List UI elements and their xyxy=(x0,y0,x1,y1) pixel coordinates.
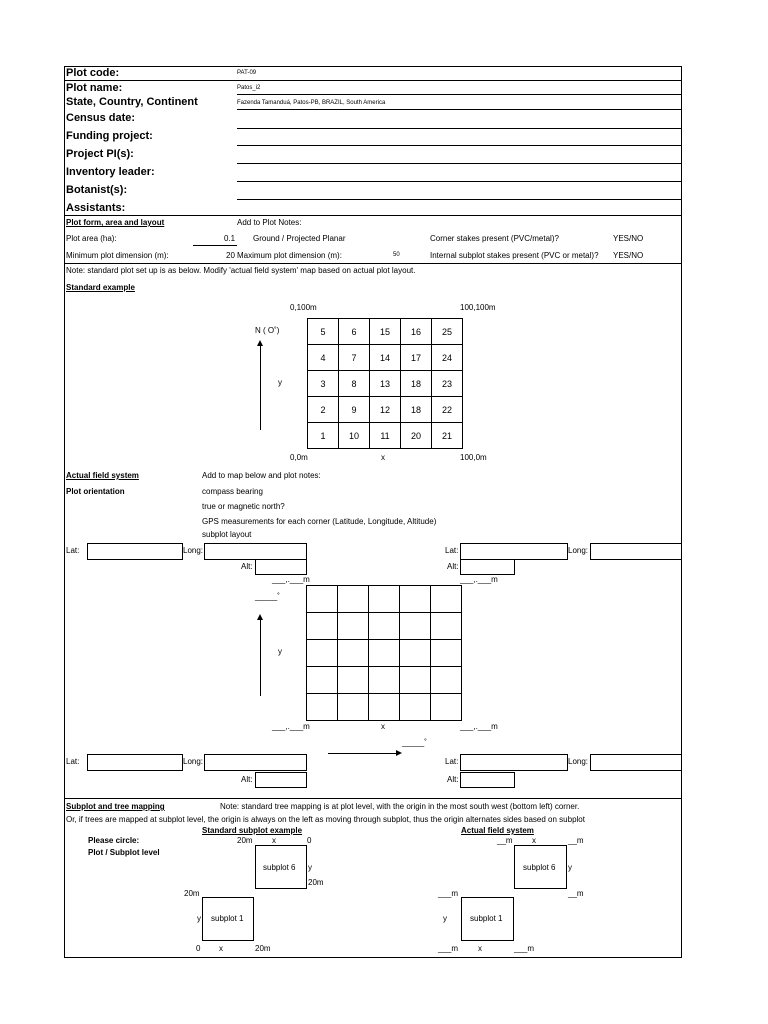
corner-label-bottom-left: 0,0m xyxy=(290,453,308,462)
subplot-note-2: Or, if trees are mapped at subplot level, the origin is always on the left as moving through subplot, thus the origin alternates sides based on subplot xyxy=(66,815,585,824)
act-bot-x: x xyxy=(478,944,482,953)
north-label: N ( O˚) xyxy=(255,326,280,335)
min-dim-label: Minimum plot dimension (m): xyxy=(66,251,169,260)
long-label-top-right: Long: xyxy=(568,546,589,555)
actual-subplot-cell[interactable] xyxy=(369,613,400,640)
std-top-x: x xyxy=(272,836,276,845)
actual-subplot-cell[interactable] xyxy=(400,640,431,667)
corner-stakes-yesno[interactable]: YES/NO xyxy=(613,234,644,243)
subplot-cell: 11 xyxy=(370,423,401,449)
pi-label: Project PI(s): xyxy=(66,148,134,160)
actual-subplot-cell[interactable] xyxy=(431,667,462,694)
degree-top[interactable]: _____˚ xyxy=(255,592,280,601)
internal-stakes-label: Internal subplot stakes present (PVC or metal)? xyxy=(430,251,599,260)
min-dim-value[interactable]: 20 xyxy=(226,251,235,260)
actual-field-title: Actual field system xyxy=(66,471,139,480)
actual-subplot-cell[interactable] xyxy=(338,613,369,640)
pi-field[interactable] xyxy=(237,163,682,164)
subplot-cell: 3 xyxy=(308,371,339,397)
std-subplot-1-label: subplot 1 xyxy=(211,914,244,923)
std-left-20m: 20m xyxy=(184,889,200,898)
funding-field[interactable] xyxy=(237,145,682,146)
alt-label-top-right: Alt: xyxy=(447,562,459,571)
act-subplot-6-y: y xyxy=(568,863,572,872)
assistants-label: Assistants: xyxy=(66,202,126,214)
subplot-cell: 16 xyxy=(401,319,432,345)
coord-top-left[interactable]: ___,.___m xyxy=(272,575,310,584)
subplot-cell: 5 xyxy=(308,319,339,345)
subplot-cell: 8 xyxy=(339,371,370,397)
alt-label-bottom-right: Alt: xyxy=(447,775,459,784)
corner-stakes-label: Corner stakes present (PVC/metal)? xyxy=(430,234,559,243)
actual-x-label: x xyxy=(381,722,385,731)
subplot-cell: 18 xyxy=(401,397,432,423)
subplot-cell: 18 xyxy=(401,371,432,397)
actual-subplot-cell[interactable] xyxy=(431,640,462,667)
long-field-top-right[interactable] xyxy=(590,543,682,560)
lat-field-top-left[interactable] xyxy=(87,543,183,560)
divider xyxy=(237,94,682,95)
long-field-bottom-right[interactable] xyxy=(590,754,682,771)
actual-subplot-cell[interactable] xyxy=(400,586,431,613)
std-top-20m: 20m xyxy=(237,836,253,845)
y-axis-arrow xyxy=(260,346,261,430)
inventory-field[interactable] xyxy=(237,181,682,182)
plot-area-value[interactable]: 0.1 xyxy=(224,234,236,243)
actual-subplot-cell[interactable] xyxy=(431,586,462,613)
coord-top-right[interactable]: ___,.___m xyxy=(460,575,498,584)
alt-field-top-right[interactable] xyxy=(460,559,515,575)
grid-row xyxy=(308,345,463,371)
grid-row xyxy=(307,694,462,721)
subplot-note-1: Note: standard tree mapping is at plot level, with the origin in the most south west (bottom left) corner. xyxy=(220,802,580,811)
plot-name-value[interactable]: Patos_i2 xyxy=(237,85,261,91)
actual-subplot-cell[interactable] xyxy=(369,586,400,613)
corner-label-bottom-right: 100,0m xyxy=(460,453,487,462)
grid-row xyxy=(308,319,463,345)
long-label-bottom-left: Long: xyxy=(183,757,204,766)
plot-subplot-level[interactable]: Plot / Subplot level xyxy=(88,848,160,857)
ground-projected: Ground / Projected Planar xyxy=(253,234,346,243)
actual-subplot-cell[interactable] xyxy=(369,640,400,667)
degree-bottom[interactable]: _____˚ xyxy=(402,738,427,747)
std-top-0: 0 xyxy=(307,836,312,845)
act-subplot-1-y: y xyxy=(443,914,447,923)
actual-y-label: y xyxy=(278,647,282,656)
subplot-cell: 25 xyxy=(432,319,463,345)
actual-subplot-cell[interactable] xyxy=(400,667,431,694)
corner-label-top-right: 100,100m xyxy=(460,303,496,312)
lat-label-bottom-left: Lat: xyxy=(66,757,80,766)
coord-bottom-right[interactable]: ___,.___m xyxy=(460,722,498,731)
grid-row xyxy=(307,667,462,694)
arrow-up-icon xyxy=(257,614,263,620)
grid-row xyxy=(307,613,462,640)
standard-example-title: Standard example xyxy=(66,283,135,292)
census-date-label: Census date: xyxy=(66,112,136,124)
subplot-cell: 4 xyxy=(308,345,339,371)
coord-bottom-left[interactable]: ___,.___m xyxy=(272,722,310,731)
subplot-cell: 13 xyxy=(370,371,401,397)
grid-row xyxy=(308,397,463,423)
plot-code-label: Plot code: xyxy=(66,67,120,79)
x-axis-label: x xyxy=(381,453,385,462)
botanist-field[interactable] xyxy=(237,199,682,200)
grid-row xyxy=(307,586,462,613)
lat-label-top-right: Lat: xyxy=(445,546,459,555)
lat-label-bottom-right: Lat: xyxy=(445,757,459,766)
x-axis-arrow xyxy=(328,753,396,754)
act-bot-m1[interactable]: ___m xyxy=(438,944,459,953)
note-gps: GPS measurements for each corner (Latitude, Longitude, Altitude) xyxy=(202,517,437,526)
plot-code-value[interactable]: PAT-09 xyxy=(237,70,257,76)
actual-subplot-cell[interactable] xyxy=(400,694,431,721)
standard-note: Note: standard plot set up is as below. Modify 'actual field system' map based on actual plot layout. xyxy=(66,266,416,275)
std-bot-x: x xyxy=(219,944,223,953)
add-map-notes: Add to map below and plot notes: xyxy=(202,471,321,480)
divider xyxy=(193,245,237,246)
std-bot-20m: 20m xyxy=(255,944,271,953)
internal-stakes-yesno[interactable]: YES/NO xyxy=(613,251,644,260)
subplot-cell: 24 xyxy=(432,345,463,371)
plot-orientation-label: Plot orientation xyxy=(66,487,125,496)
actual-subplot-cell[interactable] xyxy=(338,640,369,667)
lat-field-bottom-left[interactable] xyxy=(87,754,183,771)
actual-subplot-cell[interactable] xyxy=(338,586,369,613)
y-axis-label: y xyxy=(278,378,282,387)
long-field-bottom-left[interactable] xyxy=(204,754,307,771)
actual-subplot-cell[interactable] xyxy=(338,667,369,694)
act-top-x: x xyxy=(532,836,536,845)
act-bot-m2[interactable]: ___m xyxy=(514,944,535,953)
actual-subplot-cell[interactable] xyxy=(369,667,400,694)
subplot-cell: 17 xyxy=(401,345,432,371)
lat-field-bottom-right[interactable] xyxy=(460,754,568,771)
long-label-top-left: Long: xyxy=(183,546,204,555)
funding-label: Funding project: xyxy=(66,130,153,142)
standard-grid xyxy=(307,318,463,449)
act-top-m2[interactable]: __m xyxy=(568,836,584,845)
arrow-right-icon xyxy=(396,750,402,756)
act-subplot-1-label: subplot 1 xyxy=(470,914,503,923)
y-axis-arrow xyxy=(260,620,261,696)
actual-subplot-cell[interactable] xyxy=(307,586,338,613)
plot-area-label: Plot area (ha): xyxy=(66,234,117,243)
actual-subplot-cell[interactable] xyxy=(307,640,338,667)
std-mid-20m: 20m xyxy=(308,878,324,887)
subplot-cell: 1 xyxy=(308,423,339,449)
lat-field-top-right[interactable] xyxy=(460,543,568,560)
actual-subplot-cell[interactable] xyxy=(307,694,338,721)
lat-label-top-left: Lat: xyxy=(66,546,80,555)
grid-row xyxy=(308,423,463,449)
subplot-cell: 10 xyxy=(339,423,370,449)
actual-subplot-cell[interactable] xyxy=(431,694,462,721)
inventory-label: Inventory leader: xyxy=(66,166,155,178)
plot-form-title: Plot form, area and layout xyxy=(66,218,165,227)
long-label-bottom-right: Long: xyxy=(568,757,589,766)
act-mid-m1[interactable]: ___m xyxy=(438,889,459,898)
divider xyxy=(64,215,682,216)
divider xyxy=(237,109,682,110)
subplot-cell: 23 xyxy=(432,371,463,397)
divider xyxy=(64,798,682,799)
std-subplot-6-label: subplot 6 xyxy=(263,863,296,872)
subplot-cell: 20 xyxy=(401,423,432,449)
subplot-title: Subplot and tree mapping xyxy=(66,802,165,811)
census-date-field[interactable] xyxy=(237,128,682,129)
std-subplot-1-y: y xyxy=(197,914,201,923)
corner-label-top-left: 0,100m xyxy=(290,303,317,312)
please-circle: Please circle: xyxy=(88,836,140,845)
act-subplot-title: Actual field system xyxy=(461,826,534,835)
botanist-label: Botanist(s): xyxy=(66,184,128,196)
alt-label-bottom-left: Alt: xyxy=(241,775,253,784)
arrow-up-icon xyxy=(257,340,263,346)
actual-subplot-cell[interactable] xyxy=(307,613,338,640)
actual-subplot-cell[interactable] xyxy=(431,613,462,640)
max-dim-value[interactable]: 50 xyxy=(393,252,400,258)
act-subplot-6-label: subplot 6 xyxy=(523,863,556,872)
plot-name-label: Plot name: xyxy=(66,82,123,94)
subplot-cell: 2 xyxy=(308,397,339,423)
location-value[interactable]: Fazenda Tamanduá, Patos-PB, BRAZIL, South America xyxy=(237,100,386,106)
actual-subplot-cell[interactable] xyxy=(338,694,369,721)
alt-label-top-left: Alt: xyxy=(241,562,253,571)
actual-grid xyxy=(306,585,462,721)
act-mid-m2[interactable]: __m xyxy=(568,889,584,898)
divider xyxy=(64,80,682,81)
note-north: true or magnetic north? xyxy=(202,502,285,511)
grid-row xyxy=(308,371,463,397)
subplot-cell: 22 xyxy=(432,397,463,423)
location-label: State, Country, Continent xyxy=(66,96,198,108)
subplot-cell: 7 xyxy=(339,345,370,371)
subplot-cell: 12 xyxy=(370,397,401,423)
alt-field-top-left[interactable] xyxy=(255,559,307,575)
subplot-cell: 21 xyxy=(432,423,463,449)
alt-field-bottom-right[interactable] xyxy=(460,772,515,788)
act-top-m1[interactable]: __m xyxy=(497,836,513,845)
long-field-top-left[interactable] xyxy=(204,543,307,560)
std-subplot-6-y: y xyxy=(308,863,312,872)
subplot-cell: 14 xyxy=(370,345,401,371)
max-dim-label: Maximum plot dimension (m): xyxy=(237,251,342,260)
actual-subplot-cell[interactable] xyxy=(307,667,338,694)
alt-field-bottom-left[interactable] xyxy=(255,772,307,788)
divider xyxy=(64,263,682,264)
note-compass: compass bearing xyxy=(202,487,263,496)
std-subplot-title: Standard subplot example xyxy=(202,826,303,835)
add-plot-notes: Add to Plot Notes: xyxy=(237,218,302,227)
subplot-cell: 9 xyxy=(339,397,370,423)
actual-subplot-cell[interactable] xyxy=(400,613,431,640)
note-subplot-layout: subplot layout xyxy=(202,530,252,539)
grid-row xyxy=(307,640,462,667)
std-bot-0: 0 xyxy=(196,944,201,953)
actual-subplot-cell[interactable] xyxy=(369,694,400,721)
subplot-cell: 6 xyxy=(339,319,370,345)
subplot-cell: 15 xyxy=(370,319,401,345)
